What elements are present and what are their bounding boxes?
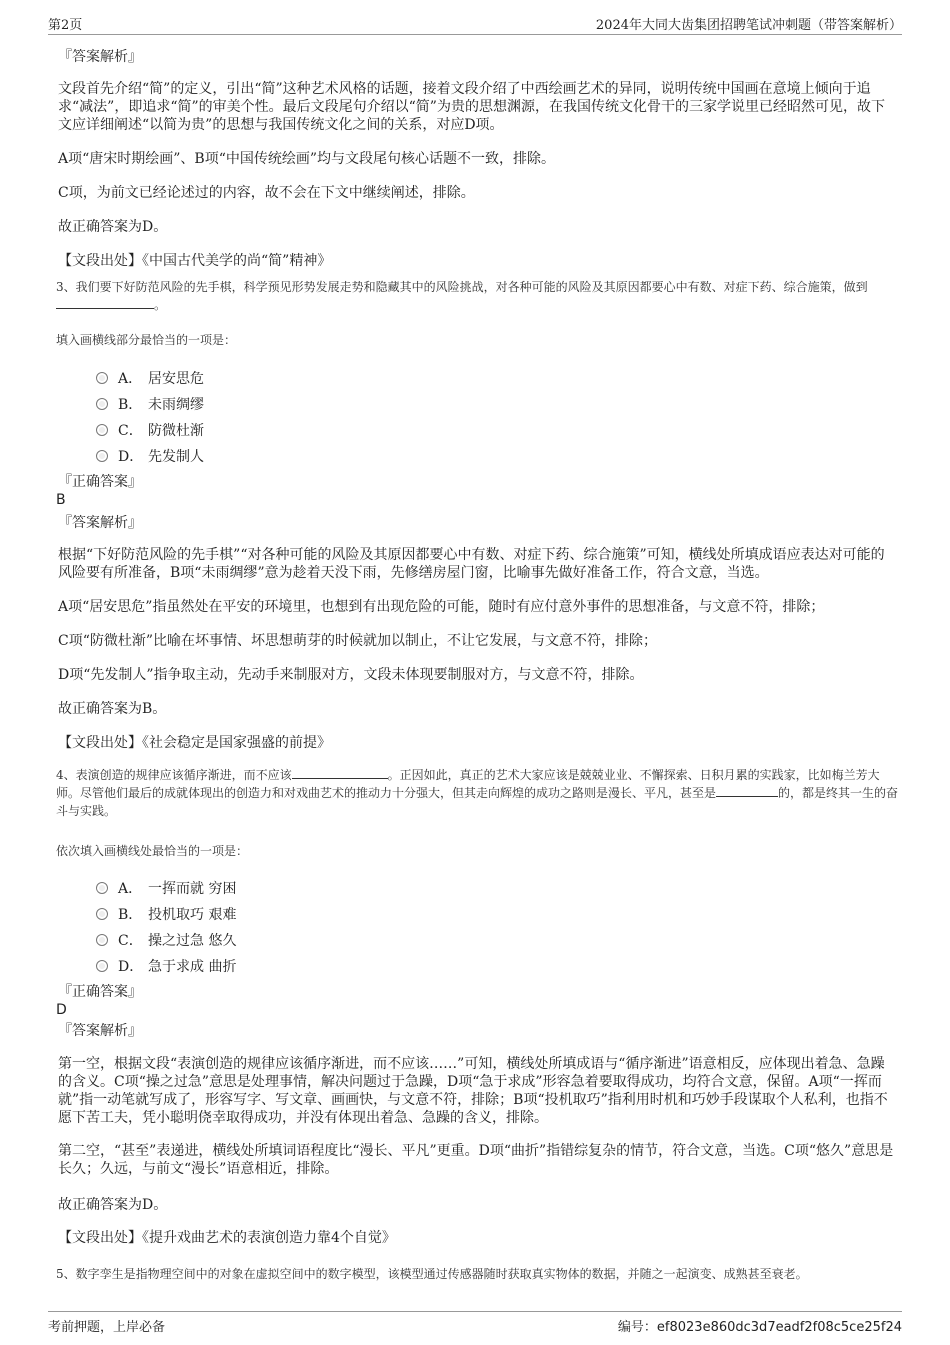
q3-option-a[interactable]: A． 居安思危	[96, 368, 204, 388]
q4-analysis-p2: 第二空，“甚至”表递进，横线处所填词语程度比“漫长、平凡”更重。D项“曲折”指错综复杂的情节，符合文意，当选。C项“悠久”意思是长久；久远，与前文“漫长”语意相近，排除。	[58, 1143, 894, 1177]
q4-blank-1	[292, 766, 388, 779]
q3-source: 【文段出处】《社会稳定是国家强盛的前提》	[58, 735, 331, 751]
q3-option-b[interactable]: B． 未雨绸缪	[96, 394, 204, 414]
radio-icon[interactable]	[96, 882, 108, 894]
prev-analysis-p3: C项，为前文已经论述过的内容，故不会在下文中继续阐述，排除。	[58, 185, 475, 201]
q3-analysis-p1: 根据“下好防范风险的先手棋”“对各种可能的风险及其原因都要心中有数、对症下药、综合施策”可知，横线处所填成语应表达对可能的风险要有所准备，B项“未雨绸缪”意为趁着天没下雨，先修缮房屋门窗，比喻事先做好准备工作，符合文意，当选。	[58, 547, 885, 581]
prev-analysis-p4: 故正确答案为D。	[58, 219, 168, 235]
page-header	[48, 14, 902, 35]
radio-icon[interactable]	[96, 960, 108, 972]
prev-analysis-label: 『答案解析』	[58, 49, 142, 65]
q4-option-d[interactable]: D． 急于求成 曲折	[96, 956, 236, 976]
q4-analysis-p3: 故正确答案为D。	[58, 1197, 168, 1213]
q3-option-c[interactable]: C． 防微杜渐	[96, 420, 204, 440]
q3-correct-answer: B	[56, 492, 66, 508]
radio-icon[interactable]	[96, 424, 108, 436]
q4-analysis-p1: 第一空，根据文段“表演创造的规律应该循序渐进，而不应该……”可知，横线处所填成语与“循序渐进”语意相反，应体现出着急、急躁的含义。C项“操之过急”意思是处理事情，解决问题过于急躁，D项“急于求成”形容急着要取得成功，均符合文意，保留。A项“一挥而就”指一动笔就写成了，形容写字、写文章、画画快，与文意不符，排除；B项“投机取巧”指利用时机和巧妙手段谋取个人私利，也指不愿下苦工夫，凭小聪明侥幸取得成功，并没有体现出着急、急躁的含义，排除。	[58, 1056, 888, 1126]
q4-option-b[interactable]: B． 投机取巧 艰难	[96, 904, 236, 924]
prev-analysis-p2: A项“唐宋时期绘画”、B项“中国传统绘画”均与文段尾句核心话题不一致，排除。	[58, 151, 556, 167]
q4-analysis-label: 『答案解析』	[58, 1023, 142, 1039]
q3-analysis-p3: C项“防微杜渐”比喻在坏事情、坏思想萌芽的时候就加以制止，不让它发展，与文意不符，排除；	[58, 633, 658, 649]
q3-analysis-p5: 故正确答案为B。	[58, 701, 167, 717]
radio-icon[interactable]	[96, 372, 108, 384]
q4-option-a[interactable]: A． 一挥而就 穷困	[96, 878, 236, 898]
q4-option-c[interactable]: C． 操之过急 悠久	[96, 930, 236, 950]
document-title: 2024年大同大齿集团招聘笔试冲刺题（带答案解析）	[595, 18, 902, 33]
page-number: 第2页	[48, 18, 83, 33]
q3-analysis-label: 『答案解析』	[58, 515, 142, 531]
footer-slogan: 考前押题，上岸必备	[48, 1320, 166, 1335]
q3-analysis-p4: D项“先发制人”指争取主动，先动手来制服对方，文段未体现要制服对方，与文意不符，排除。	[58, 667, 644, 683]
q3-correct-label: 『正确答案』	[58, 474, 142, 490]
q3-prompt: 填入画横线部分最恰当的一项是：	[56, 333, 237, 347]
radio-icon[interactable]	[96, 450, 108, 462]
document-code: 编号：ef8023e860dc3d7eadf2f08c5ce25f24	[617, 1320, 902, 1335]
q3-blank	[56, 296, 154, 309]
radio-icon[interactable]	[96, 934, 108, 946]
prev-analysis-p1: 文段首先介绍“简”的定义，引出“简”这种艺术风格的话题，接着文段介绍了中西绘画艺术的异同，说明传统中国画在意境上倾向于追求“减法”，即追求“简”的审美个性。最后文段尾句介绍以“简”为贵的思想渊源，在我国传统文化骨干的三家学说里已经昭然可见，故下文应详细阐述“以简为贵”的思想与我国传统文化之间的关系，对应D项。	[58, 81, 885, 133]
q4-prompt: 依次填入画横线处最恰当的一项是：	[56, 844, 249, 858]
q4-correct-label: 『正确答案』	[58, 984, 142, 1000]
radio-icon[interactable]	[96, 908, 108, 920]
radio-icon[interactable]	[96, 398, 108, 410]
q3-stem: 3、我们要下好防范风险的先手棋，科学预见形势发展走势和隐藏其中的风险挑战，对各种可能的风险及其原因都要心中有数、对症下药、综合施策，做到。	[56, 280, 868, 312]
q3-analysis-p2: A项“居安思危”指虽然处在平安的环境里，也想到有出现危险的可能，随时有应付意外事件的思想准备，与文意不符，排除；	[58, 599, 825, 615]
page-footer	[48, 1311, 902, 1335]
q3-option-d[interactable]: D． 先发制人	[96, 446, 204, 466]
q5-stem: 5、数字孪生是指物理空间中的对象在虚拟空间中的数字模型，该模型通过传感器随时获取真实物体的数据，并随之一起演变、成熟甚至衰老。	[56, 1267, 808, 1281]
q4-stem: 4、表演创造的规律应该循序渐进，而不应该 。正因如此，真正的艺术大家应该是兢兢业业、不懈探索、日积月累的实践家，比如梅兰芳大师。尽管他们最后的成就体现出的创造力和对戏曲艺术的推动力十分强大，但其走向辉煌的成功之路则是漫长、平凡，甚至是 的，都是终其一生的奋斗与实践。	[56, 768, 899, 818]
q4-blank-2	[716, 784, 778, 797]
q4-correct-answer: D	[56, 1002, 67, 1018]
prev-source: 【文段出处】《中国古代美学的尚“简”精神》	[58, 253, 332, 269]
q4-source: 【文段出处】《提升戏曲艺术的表演创造力靠4个自觉》	[58, 1230, 396, 1246]
